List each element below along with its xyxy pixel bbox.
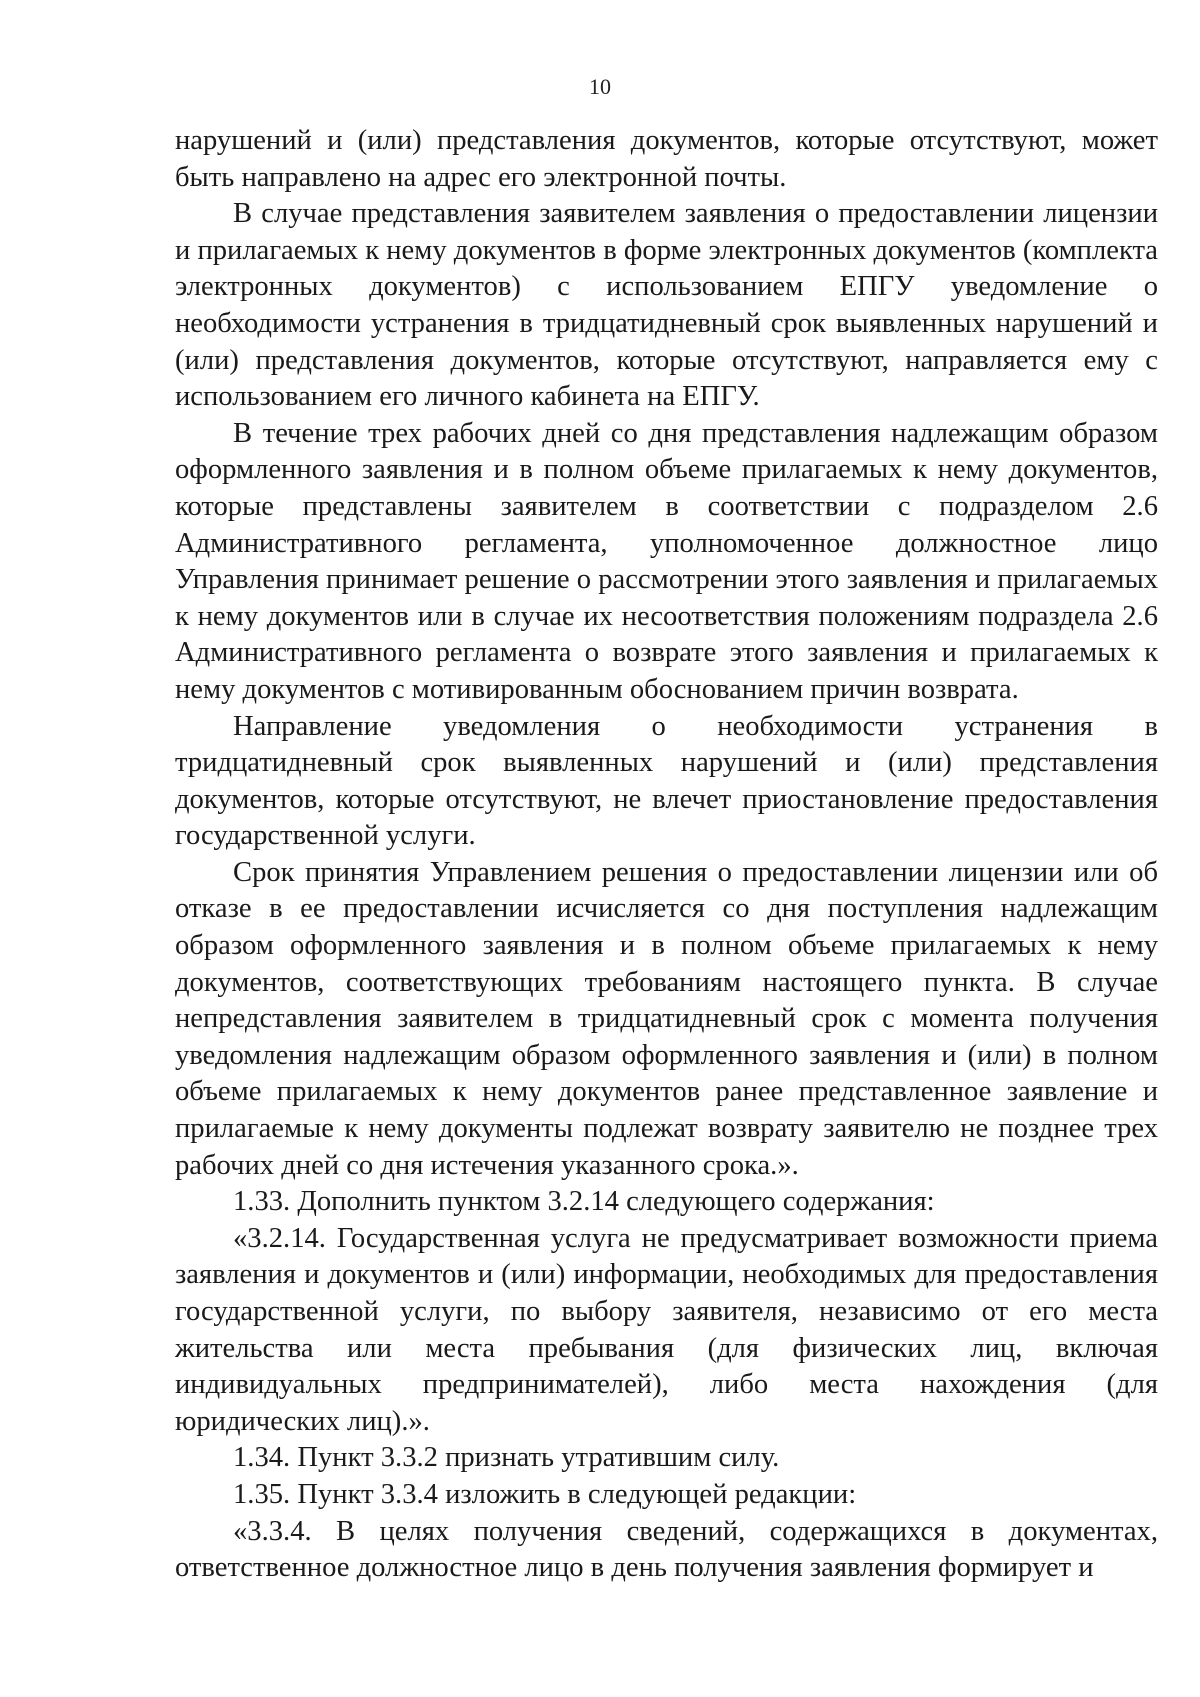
- paragraph: В случае представления заявителем заявления о предоставлении лицензии и прилагаемых к нему документов в форме электронных документов (комплекта электронных документов) с использованием ЕПГУ уведомление о необходимости устранения в тридцатидневный срок выявленных нарушений и (или) представления документов, которые отсутствуют, направляется ему с использованием его личного кабинета на ЕПГУ.: [175, 198, 1158, 413]
- paragraph: 1.35. Пункт 3.3.4 изложить в следующей редакции:: [233, 1478, 857, 1510]
- paragraph: 1.34. Пункт 3.3.2 признать утратившим силу.: [233, 1442, 780, 1474]
- paragraph: Срок принятия Управлением решения о предоставлении лицензии или об отказе в ее предоставлении исчисляется со дня поступления надлежащим образом оформленного заявления и в полном объеме прилагаемых к нему документов, соответствующих требованиям настоящего пункта. В случае непредставления заявителем в тридцатидневный срок с момента получения уведомления надлежащим образом оформленного заявления и (или) в полном объеме прилагаемых к нему документов ранее представленное заявление и прилагаемые к нему документы подлежат возврату заявителю не позднее трех рабочих дней со дня истечения указанного срока.».: [175, 856, 1158, 1181]
- paragraph: нарушений и (или) представления документов, которые отсутствуют, может быть направлено на адрес его электронной почты.: [175, 125, 1158, 193]
- paragraph: В течение трех рабочих дней со дня представления надлежащим образом оформленного заявления и в полном объеме прилагаемых к нему документов, которые представлены заявителем в соответствии с подразделом 2.6 Административного регламента, уполномоченное должностное лицо Управления принимает решение о рассмотрении этого заявления и прилагаемых к нему документов или в случае их несоответствия положениям подраздела 2.6 Административного регламента о возврате этого заявления и прилагаемых к нему документов с мотивированным обоснованием причин возврата.: [175, 417, 1158, 705]
- document-body: [175, 123, 1158, 1587]
- paragraph: «3.2.14. Государственная услуга не предусматривает возможности приема заявления и документов и (или) информации, необходимых для предоставления государственной услуги, по выбору заявителя, независимо от его места жительства или места пребывания (для физических лиц, включая индивидуальных предпринимателей), либо места нахождения (для юридических лиц).».: [175, 1222, 1158, 1437]
- page-number: 10: [589, 74, 611, 99]
- paragraph: Направление уведомления о необходимости устранения в тридцатидневный срок выявленных нарушений и (или) представления документов, которые отсутствуют, не влечет приостановление предоставления государственной услуги.: [175, 710, 1158, 852]
- paragraph: «3.3.4. В целях получения сведений, содержащихся в документах, ответственное должностное лицо в день получения заявления формирует и: [175, 1515, 1158, 1584]
- paragraph: 1.33. Дополнить пунктом 3.2.14 следующего содержания:: [233, 1186, 935, 1218]
